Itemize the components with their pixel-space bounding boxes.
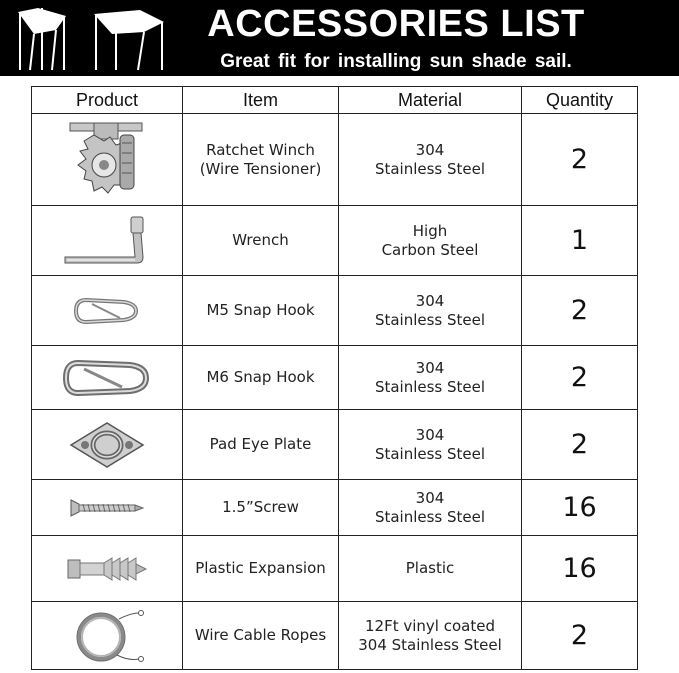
material-line: 304	[415, 291, 445, 310]
item-name-cell	[183, 346, 339, 410]
header-banner	[0, 0, 679, 76]
product-image-cell	[32, 206, 183, 276]
quantity-cell: 16	[522, 536, 638, 602]
wrench-icon	[57, 213, 157, 269]
material-line: Plastic	[405, 559, 455, 577]
quantity-cell: 2	[522, 410, 638, 480]
column-header-item: Item	[183, 87, 339, 114]
screw-icon	[69, 496, 145, 520]
item-name-cell	[183, 536, 339, 602]
item-name-cell	[183, 602, 339, 670]
product-image-cell	[32, 114, 183, 206]
pad-eye-plate-icon	[67, 421, 147, 469]
product-image-cell	[32, 602, 183, 670]
material-line: 304	[415, 425, 445, 444]
item-name-line: M6 Snap Hook	[206, 368, 315, 386]
material-line: 304	[415, 358, 445, 377]
material-line: 12Ft vinyl coated	[365, 616, 495, 635]
page-title: ACCESSORIES LIST	[207, 3, 585, 45]
quantity-cell: 1	[522, 206, 638, 276]
m5-snap-hook-icon	[72, 294, 142, 328]
quantity-cell: 2	[522, 276, 638, 346]
material-line: 304 Stainless Steel	[358, 635, 502, 654]
table-row	[32, 276, 638, 346]
product-image-cell	[32, 410, 183, 480]
material-line: Stainless Steel	[374, 507, 486, 526]
sun-shade-sail-logo-icon	[12, 4, 172, 72]
item-name-line: 1.5”Screw	[222, 498, 299, 516]
table-row	[32, 410, 638, 480]
table-row	[32, 480, 638, 536]
item-name-line: Pad Eye Plate	[209, 435, 312, 453]
material-line: Stainless Steel	[374, 444, 486, 463]
material-cell	[339, 276, 522, 346]
material-line: High	[412, 221, 448, 240]
material-cell	[339, 410, 522, 480]
accessories-table	[31, 86, 638, 670]
item-name-cell	[183, 114, 339, 206]
material-line: Stainless Steel	[374, 310, 486, 329]
quantity-cell: 16	[522, 480, 638, 536]
material-line: Carbon Steel	[381, 240, 479, 259]
item-name-line: Wrench	[232, 231, 289, 249]
product-image-cell	[32, 276, 183, 346]
item-name-cell	[183, 206, 339, 276]
material-line: 304	[415, 140, 445, 159]
item-name-line: Ratchet Winch	[206, 140, 315, 159]
item-name-line: (Wire Tensioner)	[199, 159, 322, 178]
item-name-line: Wire Cable Ropes	[194, 626, 327, 644]
column-header-quantity: Quantity	[522, 87, 638, 114]
product-image-cell	[32, 480, 183, 536]
wire-cable-rope-icon	[67, 607, 147, 665]
product-image-cell	[32, 346, 183, 410]
material-cell	[339, 114, 522, 206]
material-line: 304	[415, 488, 445, 507]
m6-snap-hook-icon	[62, 357, 152, 399]
column-header-material: Material	[339, 87, 522, 114]
quantity-cell: 2	[522, 602, 638, 670]
item-name-cell	[183, 276, 339, 346]
material-cell	[339, 346, 522, 410]
table-row	[32, 346, 638, 410]
material-line: Stainless Steel	[374, 159, 486, 178]
table-row	[32, 206, 638, 276]
quantity-cell: 2	[522, 346, 638, 410]
material-cell	[339, 602, 522, 670]
item-name-line: Plastic Expansion	[195, 559, 326, 577]
material-cell	[339, 480, 522, 536]
table-row	[32, 602, 638, 670]
ratchet-winch-icon	[64, 119, 150, 201]
item-name-cell	[183, 410, 339, 480]
table-row	[32, 536, 638, 602]
material-cell	[339, 206, 522, 276]
table-row	[32, 114, 638, 206]
material-line: Stainless Steel	[374, 377, 486, 396]
table-header-row	[32, 87, 638, 114]
product-image-cell	[32, 536, 183, 602]
plastic-expansion-icon	[64, 554, 150, 584]
column-header-product: Product	[32, 87, 183, 114]
item-name-line: M5 Snap Hook	[206, 301, 315, 319]
material-cell	[339, 536, 522, 602]
page-subtitle: Great fit for installing sun shade sail.	[220, 51, 572, 72]
item-name-cell	[183, 480, 339, 536]
quantity-cell: 2	[522, 114, 638, 206]
